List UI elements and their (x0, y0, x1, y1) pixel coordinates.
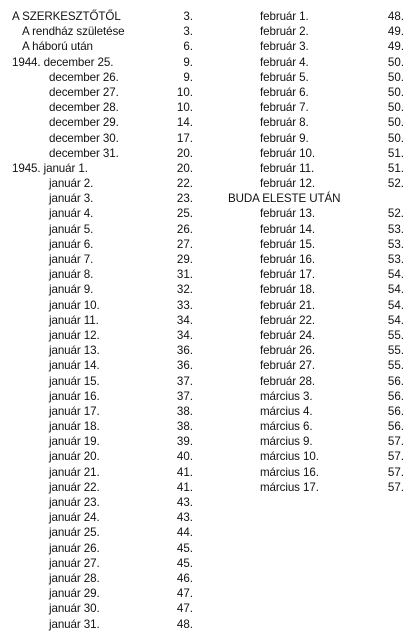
toc-entry-page: 50. (387, 55, 404, 69)
toc-entry-label: március 17. (260, 480, 319, 494)
toc-entry (0, 556, 419, 571)
toc-entry-label: február 22. (260, 313, 315, 327)
toc-entry-page: 48. (176, 617, 193, 631)
toc-entry-label: december 26. (49, 70, 119, 84)
toc-entry-page: 17. (176, 131, 193, 145)
toc-entry (0, 313, 419, 328)
toc-entry-label: december 27. (49, 85, 119, 99)
toc-entry-page: 38. (176, 420, 193, 434)
toc-entry-label: január 13. (49, 344, 100, 358)
toc-entry-label: január 2. (49, 177, 94, 191)
toc-entry-page: 22. (176, 177, 193, 191)
toc-entry-label: február 7. (260, 101, 309, 115)
toc-entry (0, 480, 419, 495)
toc-entry-page: 20. (176, 161, 193, 175)
toc-entry (0, 252, 419, 267)
toc-entry (0, 85, 419, 100)
toc-entry-page: 3. (183, 25, 193, 39)
toc-entry-label: 1944. december 25. (12, 55, 114, 69)
toc-entry-page: 45. (176, 556, 193, 570)
toc-entry-label: február 16. (260, 253, 315, 266)
toc-entry-page: 20. (176, 146, 193, 160)
toc-entry-page: 43. (176, 511, 193, 525)
toc-entry (0, 9, 419, 24)
toc-entry (0, 541, 419, 556)
toc-entry-label: február 1. (260, 10, 309, 23)
toc-entry-page: 37. (176, 389, 193, 403)
toc-entry (0, 115, 419, 130)
toc-entry (0, 374, 419, 389)
toc-entry-label: február 4. (260, 55, 309, 69)
toc-entry-label: december 30. (49, 131, 119, 145)
toc-entry (0, 191, 419, 206)
toc-entry-page: 25. (176, 207, 193, 221)
toc-entry-label: február 13. (260, 207, 315, 221)
toc-entry-label: január 29. (49, 587, 100, 601)
toc-entry-page: 55. (387, 344, 404, 358)
toc-entry-label: február 27. (260, 359, 315, 373)
toc-entry-label: január 9. (49, 283, 94, 297)
toc-entry-label: december 29. (49, 116, 119, 130)
toc-entry-page: 50. (387, 131, 404, 145)
toc-entry-page: 50. (387, 85, 404, 99)
toc-entry-page: 47. (176, 587, 193, 601)
toc-entry (0, 146, 419, 161)
toc-entry (0, 176, 419, 191)
toc-entry-page: 38. (176, 404, 193, 418)
toc-entry-page: 54. (387, 313, 404, 327)
toc-entry-page: 14. (176, 116, 193, 130)
toc-entry-label: január 26. (49, 541, 100, 555)
toc-entry-label: január 12. (49, 328, 100, 342)
toc-entry (0, 70, 419, 85)
toc-entry (0, 358, 419, 373)
toc-entry-label: BUDA ELESTE UTÁN (228, 192, 341, 206)
toc-entry-label: A rendház születése (22, 25, 125, 39)
toc-entry-page: 29. (176, 253, 193, 266)
toc-entry-page: 41. (176, 480, 193, 494)
toc-entry-page: 40. (176, 450, 193, 464)
toc-entry (0, 298, 419, 313)
toc-right-column (0, 9, 419, 495)
toc-entry-page: 39. (176, 435, 193, 449)
toc-entry-page: 56. (387, 420, 404, 434)
toc-entry (0, 343, 419, 358)
toc-entry (0, 525, 419, 540)
toc-entry-page: 49. (387, 25, 404, 39)
toc-entry-page: 10. (176, 101, 193, 115)
toc-entry-label: március 4. (260, 404, 313, 418)
toc-entry-label: január 24. (49, 511, 100, 525)
toc-entry-label: február 9. (260, 131, 309, 145)
toc-entry-label: január 30. (49, 602, 100, 616)
toc-entry (0, 465, 419, 480)
toc-entry-page: 55. (387, 328, 404, 342)
toc-entry (0, 55, 419, 70)
toc-entry (0, 282, 419, 297)
toc-entry-label: január 8. (49, 268, 94, 282)
toc-entry-page: 36. (176, 344, 193, 358)
toc-entry-label: január 19. (49, 435, 100, 449)
toc-entry-label: február 18. (260, 283, 315, 297)
toc-entry-label: február 8. (260, 116, 309, 130)
toc-entry-page: 44. (176, 526, 193, 540)
toc-entry (0, 586, 419, 601)
toc-entry-label: február 3. (260, 40, 309, 54)
toc-entry (0, 495, 419, 510)
toc-entry (0, 434, 419, 449)
toc-entry-label: március 3. (260, 389, 313, 403)
toc-entry (0, 328, 419, 343)
toc-entry-label: február 26. (260, 344, 315, 358)
toc-entry (0, 389, 419, 404)
toc-entry-label: január 28. (49, 571, 100, 585)
toc-entry (0, 131, 419, 146)
toc-entry-page: 34. (176, 313, 193, 327)
toc-entry-page: 9. (183, 70, 193, 84)
toc-entry (0, 571, 419, 586)
toc-entry-page: 55. (387, 359, 404, 373)
toc-entry-page: 3. (183, 10, 193, 23)
toc-entry-page: 56. (387, 404, 404, 418)
toc-entry (0, 206, 419, 221)
toc-entry-page: 48. (387, 10, 404, 23)
toc-entry-page: 36. (176, 359, 193, 373)
toc-entry-page: 57. (387, 450, 404, 464)
toc-entry-page: 50. (387, 116, 404, 130)
toc-entry-label: február 14. (260, 222, 315, 236)
toc-entry-page: 33. (176, 298, 193, 312)
toc-entry-page: 53. (387, 253, 404, 266)
toc-entry-label: február 28. (260, 374, 315, 388)
toc-entry-label: január 20. (49, 450, 100, 464)
toc-entry-label: január 6. (49, 237, 94, 251)
toc-entry (0, 39, 419, 54)
toc-entry-page: 57. (387, 480, 404, 494)
toc-entry-label: február 21. (260, 298, 315, 312)
toc-entry-page: 54. (387, 298, 404, 312)
toc-entry-label: január 10. (49, 298, 100, 312)
toc-entry (0, 237, 419, 252)
toc-entry-label: január 7. (49, 253, 94, 266)
toc-entry-page: 54. (387, 283, 404, 297)
toc-entry-page: 57. (387, 435, 404, 449)
toc-entry-label: február 15. (260, 237, 315, 251)
toc-entry-label: február 17. (260, 268, 315, 282)
toc-entry-label: február 10. (260, 146, 315, 160)
toc-entry-label: január 27. (49, 556, 100, 570)
toc-entry-label: január 31. (49, 617, 100, 631)
toc-entry (0, 100, 419, 115)
toc-entry-page: 31. (176, 268, 193, 282)
toc-entry-label: 1945. január 1. (12, 161, 88, 175)
toc-entry (0, 222, 419, 237)
toc-entry-label: február 12. (260, 177, 315, 191)
toc-entry-page: 37. (176, 374, 193, 388)
toc-entry-label: január 18. (49, 420, 100, 434)
toc-entry-label: január 11. (49, 313, 99, 327)
toc-entry-page: 52. (387, 207, 404, 221)
toc-entry (0, 267, 419, 282)
toc-entry-label: január 4. (49, 207, 94, 221)
toc-entry-page: 56. (387, 374, 404, 388)
toc-entry-label: január 25. (49, 526, 100, 540)
toc-entry-page: 45. (176, 541, 193, 555)
toc-entry-label: január 17. (49, 404, 100, 418)
toc-entry-page: 47. (176, 602, 193, 616)
toc-entry-label: január 3. (49, 192, 94, 206)
toc-entry-label: A SZERKESZTŐTŐL (12, 10, 121, 23)
toc-entry-label: január 5. (49, 222, 94, 236)
toc-entry-page: 57. (387, 465, 404, 479)
toc-entry-label: január 21. (49, 465, 100, 479)
toc-entry-page: 53. (387, 237, 404, 251)
toc-entry-page: 6. (183, 40, 193, 54)
toc-entry-label: december 31. (49, 146, 119, 160)
toc-entry-label: január 14. (49, 359, 100, 373)
toc-entry-label: február 24. (260, 328, 315, 342)
toc-entry (0, 449, 419, 464)
toc-entry-page: 10. (176, 85, 193, 99)
toc-entry (0, 510, 419, 525)
toc-entry-label: január 16. (49, 389, 100, 403)
toc-entry-label: december 28. (49, 101, 119, 115)
toc-entry (0, 419, 419, 434)
toc-entry-label: március 10. (260, 450, 319, 464)
toc-entry-page: 41. (176, 465, 193, 479)
toc-entry-label: március 6. (260, 420, 313, 434)
toc-entry-page: 43. (176, 496, 193, 509)
toc-entry-page: 51. (387, 161, 404, 175)
toc-entry-page: 46. (176, 571, 193, 585)
toc-entry-page: 50. (387, 101, 404, 115)
toc-entry-label: január 23. (49, 496, 100, 509)
toc-entry-page: 52. (387, 177, 404, 191)
toc-entry (0, 404, 419, 419)
toc-entry-label: február 6. (260, 85, 309, 99)
toc-entry (0, 601, 419, 616)
toc-entry-page: 23. (176, 192, 193, 206)
toc-entry-label: március 9. (260, 435, 313, 449)
toc-entry-label: január 22. (49, 480, 100, 494)
toc-entry-page: 27. (176, 237, 193, 251)
toc-entry-page: 9. (183, 55, 193, 69)
toc-entry-page: 49. (387, 40, 404, 54)
toc-entry-label: A háború után (22, 40, 93, 54)
toc-entry-page: 34. (176, 328, 193, 342)
toc-entry (0, 24, 419, 39)
toc-entry-label: február 5. (260, 70, 309, 84)
toc-entry-label: február 2. (260, 25, 309, 39)
toc-entry-page: 54. (387, 268, 404, 282)
toc-entry-page: 51. (387, 146, 404, 160)
toc-entry-label: február 11. (260, 161, 315, 175)
toc-entry-page: 50. (387, 70, 404, 84)
toc-entry-label: március 16. (260, 465, 319, 479)
toc-entry (0, 617, 419, 632)
toc-entry-page: 26. (176, 222, 193, 236)
toc-entry (0, 161, 419, 176)
toc-entry-page: 32. (176, 283, 193, 297)
toc-entry-label: január 15. (49, 374, 100, 388)
toc-entry-page: 56. (387, 389, 404, 403)
toc-entry-page: 53. (387, 222, 404, 236)
